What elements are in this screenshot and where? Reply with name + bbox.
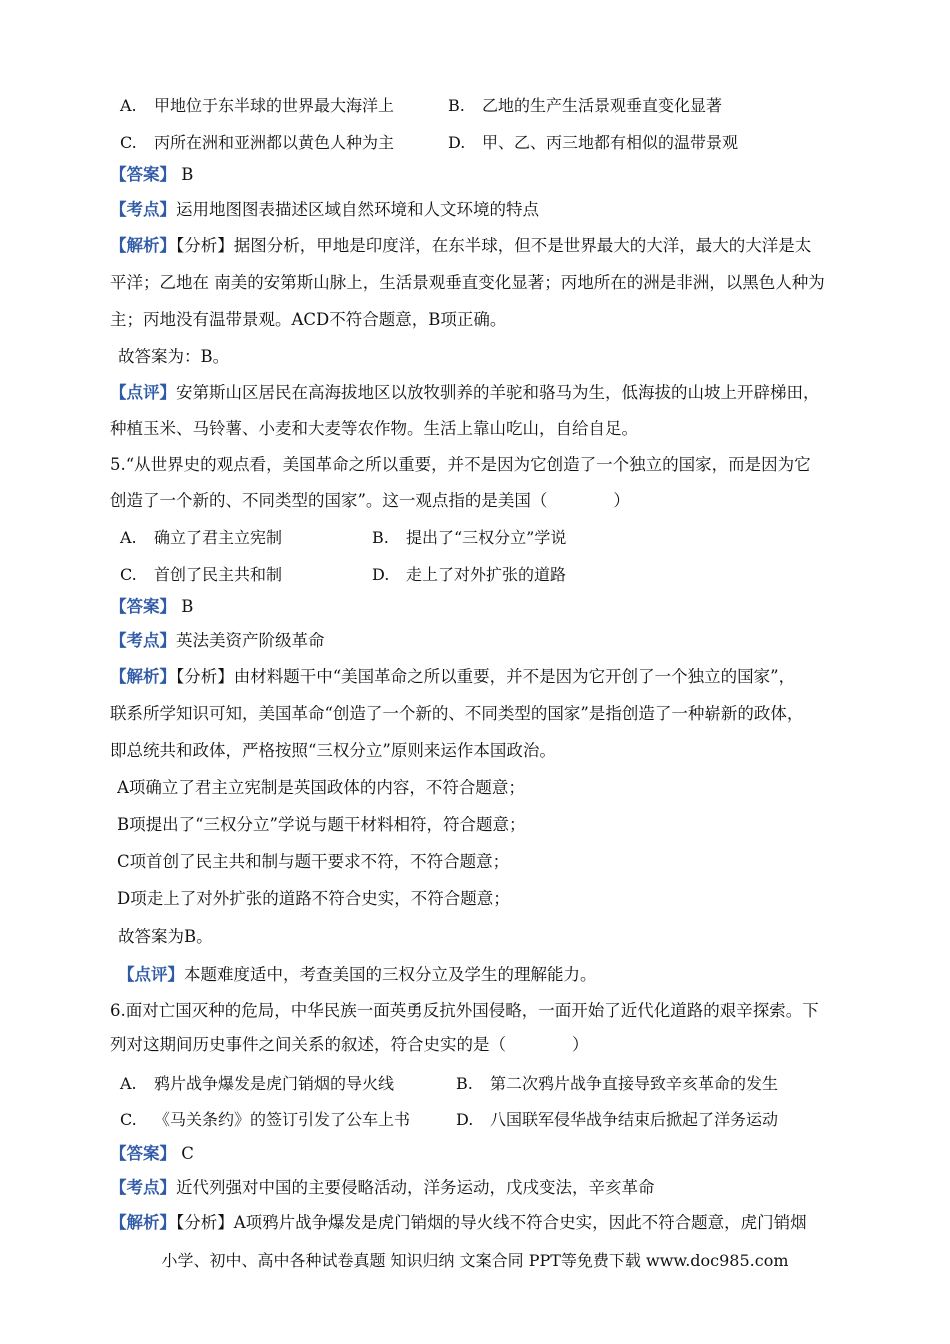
q5-option-note: A项确立了君主立宪制是英国政体的内容，不符合题意；: [117, 778, 525, 797]
q5-analysis-line: 【解析】【分析】由材料题干中“美国革命之所以重要，并不是因为它开创了一个独立的国家”，: [110, 667, 796, 686]
q4-point: 【考点】运用地图图表描述区域自然环境和人文环境的特点: [110, 200, 539, 219]
q6-option-a: A. 鸦片战争爆发是虎门销烟的导火线: [120, 1074, 395, 1093]
q6-answer: 【答案】 C: [110, 1144, 194, 1163]
q6-option-c: C. 《马关条约》的签订引发了公车上书: [120, 1110, 411, 1129]
q5-option-d: D. 走上了对外扩张的道路: [372, 565, 567, 584]
q4-analysis-line: 【解析】【分析】据图分析，甲地是印度洋，在东半球，但不是世界最大的大洋，最大的大洋是太: [110, 236, 812, 255]
q6-stem-line: 6.面对亡国灭种的危局，中华民族一面英勇反抗外国侵略，一面开始了近代化道路的艰辛探索。下: [110, 1001, 819, 1020]
q5-conclusion: 故答案为B。: [118, 927, 213, 946]
q4-option-a: A. 甲地位于东半球的世界最大海洋上: [120, 96, 395, 115]
q4-conclusion: 故答案为：B。: [118, 347, 230, 366]
q5-option-note: D项走上了对外扩张的道路不符合史实，不符合题意；: [117, 889, 510, 908]
q5-stem-line: 创造了一个新的、不同类型的国家”。这一观点指的是美国（ ）: [110, 491, 630, 510]
q5-point: 【考点】英法美资产阶级革命: [110, 631, 325, 650]
q4-analysis-line: 主；丙地没有温带景观。ACD不符合题意，B项正确。: [110, 310, 507, 329]
q5-analysis-line: 联系所学知识可知，美国革命“创造了一个新的、不同类型的国家”是指创造了一种崭新的政体，: [110, 704, 804, 723]
q5-option-a: A. 确立了君主立宪制: [120, 528, 283, 547]
q5-answer: 【答案】 B: [110, 597, 194, 616]
q6-stem-line: 列对这期间历史事件之间关系的叙述，符合史实的是（ ）: [110, 1035, 589, 1054]
q6-option-b: B. 第二次鸦片战争直接导致辛亥革命的发生: [456, 1074, 779, 1093]
q5-option-note: C项首创了民主共和制与题干要求不符，不符合题意；: [117, 852, 510, 871]
q4-answer: 【答案】 B: [110, 165, 194, 184]
q4-comment-line: 【点评】安第斯山区居民在高海拔地区以放牧驯养的羊驼和骆马为生，低海拔的山坡上开辟梯田，: [110, 383, 820, 402]
q5-option-c: C. 首创了民主共和制: [120, 565, 283, 584]
page-footer: 小学、初中、高中各种试卷真题 知识归纳 文案合同 PPT等免费下载 www.doc985.com: [161, 1251, 789, 1270]
q5-comment: 【点评】本题难度适中，考查美国的三权分立及学生的理解能力。: [118, 965, 597, 984]
q5-option-b: B. 提出了“三权分立”学说: [372, 528, 567, 547]
q6-point: 【考点】近代列强对中国的主要侵略活动，洋务运动，戊戌变法，辛亥革命: [110, 1178, 655, 1197]
q6-option-d: D. 八国联军侵华战争结束后掀起了洋务运动: [456, 1110, 779, 1129]
q6-analysis-line: 【解析】【分析】A项鸦片战争爆发是虎门销烟的导火线不符合史实，因此不符合题意，虎门销烟: [110, 1213, 807, 1232]
q4-comment-line: 种植玉米、马铃薯、小麦和大麦等农作物。生活上靠山吃山，自给自足。: [110, 419, 638, 438]
q5-analysis-line: 即总统共和政体，严格按照“三权分立”原则来运作本国政治。: [110, 741, 556, 760]
q5-stem-line: 5.“从世界史的观点看，美国革命之所以重要，并不是因为它创造了一个独立的国家，而是因为它: [110, 455, 811, 474]
q5-option-note: B项提出了“三权分立”学说与题干材料相符，符合题意；: [117, 815, 526, 834]
q4-analysis-line: 平洋；乙地在 南美的安第斯山脉上，生活景观垂直变化显著；丙地所在的洲是非洲，以黑色人种为: [110, 273, 825, 292]
q4-option-c: C. 丙所在洲和亚洲都以黄色人种为主: [120, 133, 395, 152]
q4-option-b: B. 乙地的生产生活景观垂直变化显著: [448, 96, 723, 115]
q4-option-d: D. 甲、乙、丙三地都有相似的温带景观: [448, 133, 739, 152]
